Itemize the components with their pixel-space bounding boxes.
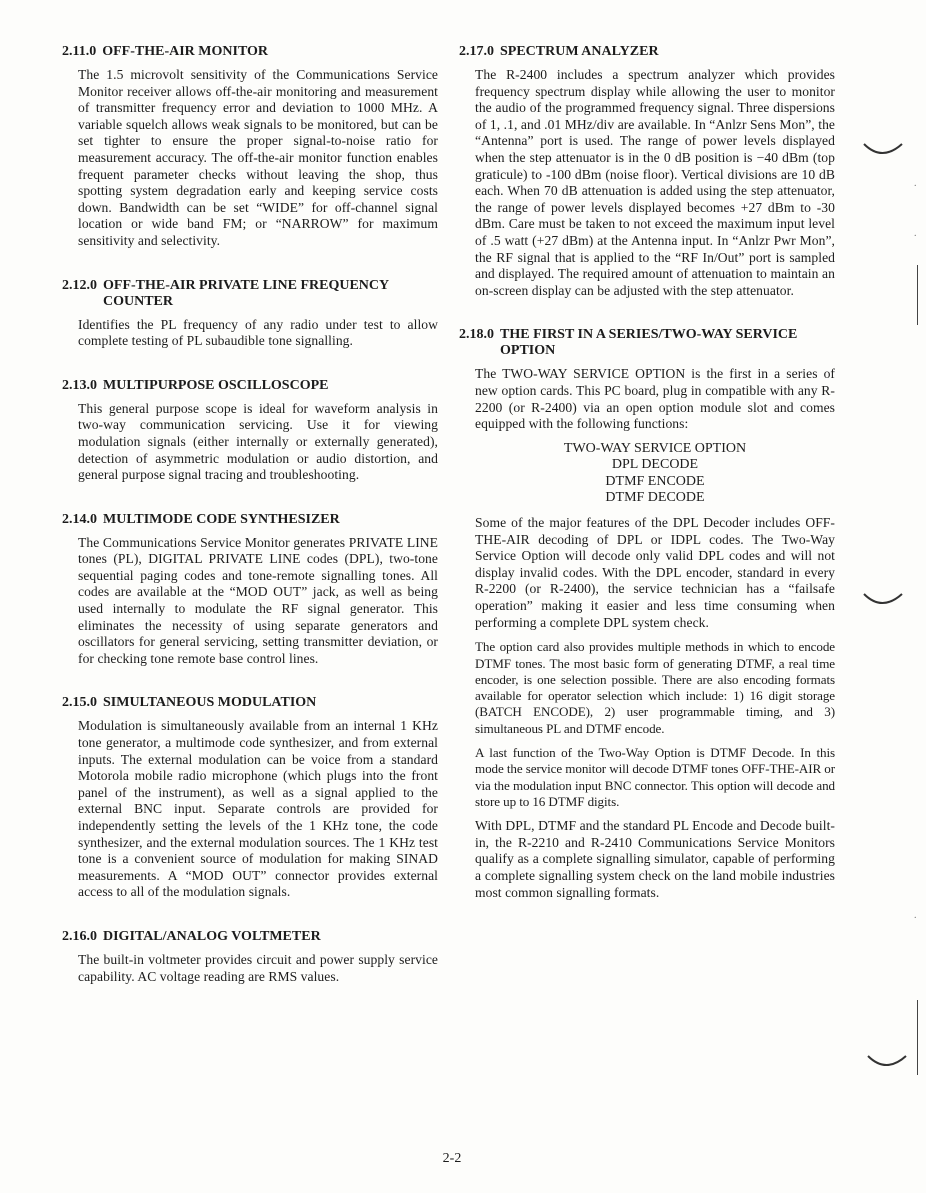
section-2-13 (62, 378, 438, 484)
section-2-15 (62, 695, 438, 901)
section-2-14 (62, 512, 438, 668)
section-title: SIMULTANEOUS MODULATION (103, 695, 317, 711)
left-column (62, 44, 438, 985)
section-title: OFF-THE-AIR MONITOR (102, 44, 269, 59)
section-title: OFF-THE-AIR PRIVATE LINE FREQUENCY COUNTER (103, 277, 389, 309)
section-2-12 (62, 278, 438, 350)
edge-line (917, 265, 918, 325)
section-title: MULTIMODE CODE SYNTHESIZER (103, 511, 340, 527)
section-title: SPECTRUM ANALYZER (500, 44, 659, 59)
page-number: 2-2 (442, 1151, 462, 1166)
section-number: 2.16.0 (62, 928, 97, 944)
binder-hole-mark (862, 590, 904, 612)
section-number: 2.18.0 (459, 327, 494, 343)
section-paragraph: The option card also provides multiple methods in which to encode DTMF tones. The most basic form of generating DTMF, a real time encoder, is one selection possible. There are also encoding formats available for operator selection which include: 1) 16 digit storage (BATCH ENCODE), 2) user programmable timing, and 3) simultaneous PL and DTMF encode. (475, 639, 835, 736)
list-item: DTMF ENCODE (605, 473, 705, 489)
section-number: 2.13.0 (62, 377, 97, 393)
binder-hole-mark (862, 140, 904, 162)
section-title: THE FIRST IN A SERIES/TWO-WAY SERVICE OPTION (500, 327, 798, 359)
binder-hole-mark (866, 1052, 908, 1074)
section-heading (459, 44, 835, 60)
section-number: 2.15.0 (62, 695, 97, 711)
edge-line (917, 1000, 918, 1075)
section-heading (62, 378, 438, 394)
section-paragraph: This general purpose scope is ideal for waveform analysis in two-way communication servicing. Use it for viewing modulation signals (either internally or externally generated), detection of asymmetric modulation or audio distortion, and general purpose signal tracing and troubleshooting. (78, 400, 438, 483)
scan-speck: . (914, 910, 917, 921)
section-2-18 (459, 327, 835, 901)
section-paragraph: Modulation is simultaneously available from an internal 1 KHz tone generator, a multimode code synthesizer, and from external inputs. The external modulation can be voice from a standard Motorola mobile radio microphone (which plugs into the front panel of the instrument), as well as a signal applied to the external BNC input. Separate controls are provided for independently setting the levels of the 1 KHz tone, the code synthesizer, and the external modulation sources. The 1 KHz test tone is a convenient source of modulation for making SINAD measurements. A “MOD OUT” connector provides external access to all of the modulation signals. (78, 718, 438, 900)
section-heading (62, 278, 438, 310)
section-paragraph: The 1.5 microvolt sensitivity of the Communications Service Monitor receiver allows off-the-air monitoring and measurement of transmitter frequency error and deviation to 1000 MHz. A variable squelch allows weak signals to be monitored, but can be set tighter to ensure the proper signal-to-noise ratio for measurement accuracy. The off-the-air monitor function enables frequent parameter checks without leaving the shop, thus spotting system degradation early and keeping service costs down. Bandwidth can be set “WIDE” for off-channel signal location or wide band FM; or “NARROW” for maximum sensitivity and selectivity. (78, 67, 438, 248)
section-heading (62, 929, 438, 945)
section-number: 2.17.0 (459, 44, 494, 59)
section-title: MULTIPURPOSE OSCILLOSCOPE (103, 377, 329, 393)
section-heading (62, 512, 438, 528)
section-heading (62, 44, 438, 60)
section-title: DIGITAL/ANALOG VOLTMETER (103, 928, 321, 944)
right-column (459, 44, 835, 901)
list-item: TWO-WAY SERVICE OPTION (563, 440, 747, 456)
list-item: DPL DECODE (611, 457, 699, 473)
section-paragraph: The TWO-WAY SERVICE OPTION is the first in a series of new option cards. This PC board, plug in compatible with any R-2200 (or R-2400) via an open option module slot and comes equipped with the following functions: (475, 366, 835, 432)
section-paragraph: Some of the major features of the DPL Decoder includes OFF-THE-AIR decoding of DPL or IDPL codes. The Two-Way Service Option will decode only valid DPL codes and will not display invalid codes. With the DPL encoder, standard in every R-2200 (or R-2400), the service technician has a “failsafe operation” making it easier and less time consuming when performing a complete DPL system check. (475, 515, 835, 630)
scan-speck: . (914, 178, 917, 189)
section-2-17 (459, 44, 835, 299)
section-number: 2.11.0 (62, 44, 97, 59)
section-heading (459, 327, 835, 359)
section-paragraph: A last function of the Two-Way Option is DTMF Decode. In this mode the service monitor will decode DTMF tones OFF-THE-AIR or via the modulation input BNC connector. This option will decode and store up to 16 DTMF digits. (475, 745, 835, 809)
option-function-list (475, 441, 835, 507)
section-2-11 (62, 44, 438, 250)
section-2-16 (62, 929, 438, 985)
section-number: 2.12.0 (62, 277, 97, 293)
section-number: 2.14.0 (62, 511, 97, 527)
list-item: DTMF DECODE (605, 490, 705, 506)
section-heading (62, 695, 438, 711)
scan-speck: . (914, 228, 917, 239)
section-paragraph: Identifies the PL frequency of any radio under test to allow complete testing of PL subaudible tone signalling. (78, 316, 438, 349)
section-paragraph: The R-2400 includes a spectrum analyzer which provides frequency spectrum display while allowing the user to monitor the audio of the programmed frequency signal. Three dispersions of 1, .1, and .01 MHz/div are available. In “Anlzr Sens Mon”, the “Antenna” port is used. The range of power levels displayed when the step attenuator is in the 0 dB position is −40 dBm (top graticule) to -100 dBm (noise floor). Vertical divisions are 10 dB each. When 70 dB attenuation is added using the step attenuator, the range of power levels displayed becomes +27 dBm to -30 dBm. Care must be taken to not exceed the maximum input level of .5 watt (+27 dBm) at the Antenna input. In “Anlzr Pwr Mon”, the RF signal that is applied to the “RF In/Out” port is sampled and displayed. The required amount of attenuation to maintain an on-screen display can be adjusted with the step attenuator. (475, 67, 835, 298)
section-paragraph: The built-in voltmeter provides circuit and power supply service capability. AC voltage reading are RMS values. (78, 951, 438, 984)
section-paragraph: With DPL, DTMF and the standard PL Encode and Decode built-in, the R-2210 and R-2410 Communications Service Monitors qualify as a complete signalling simulator, capable of performing a complete signalling system check on the land mobile industries most common signalling formats. (475, 818, 835, 900)
section-paragraph: The Communications Service Monitor generates PRIVATE LINE tones (PL), DIGITAL PRIVATE LINE codes (DPL), two-tone sequential paging codes and tone-remote signalling tones. All codes are available at the “MOD OUT” jack, as well as being used internally to modulate the RF signal generator. This eliminates the necessity of using separate generators and oscillators for general servicing, setting transmitter deviation, or for checking tone remote base control lines. (78, 534, 438, 666)
